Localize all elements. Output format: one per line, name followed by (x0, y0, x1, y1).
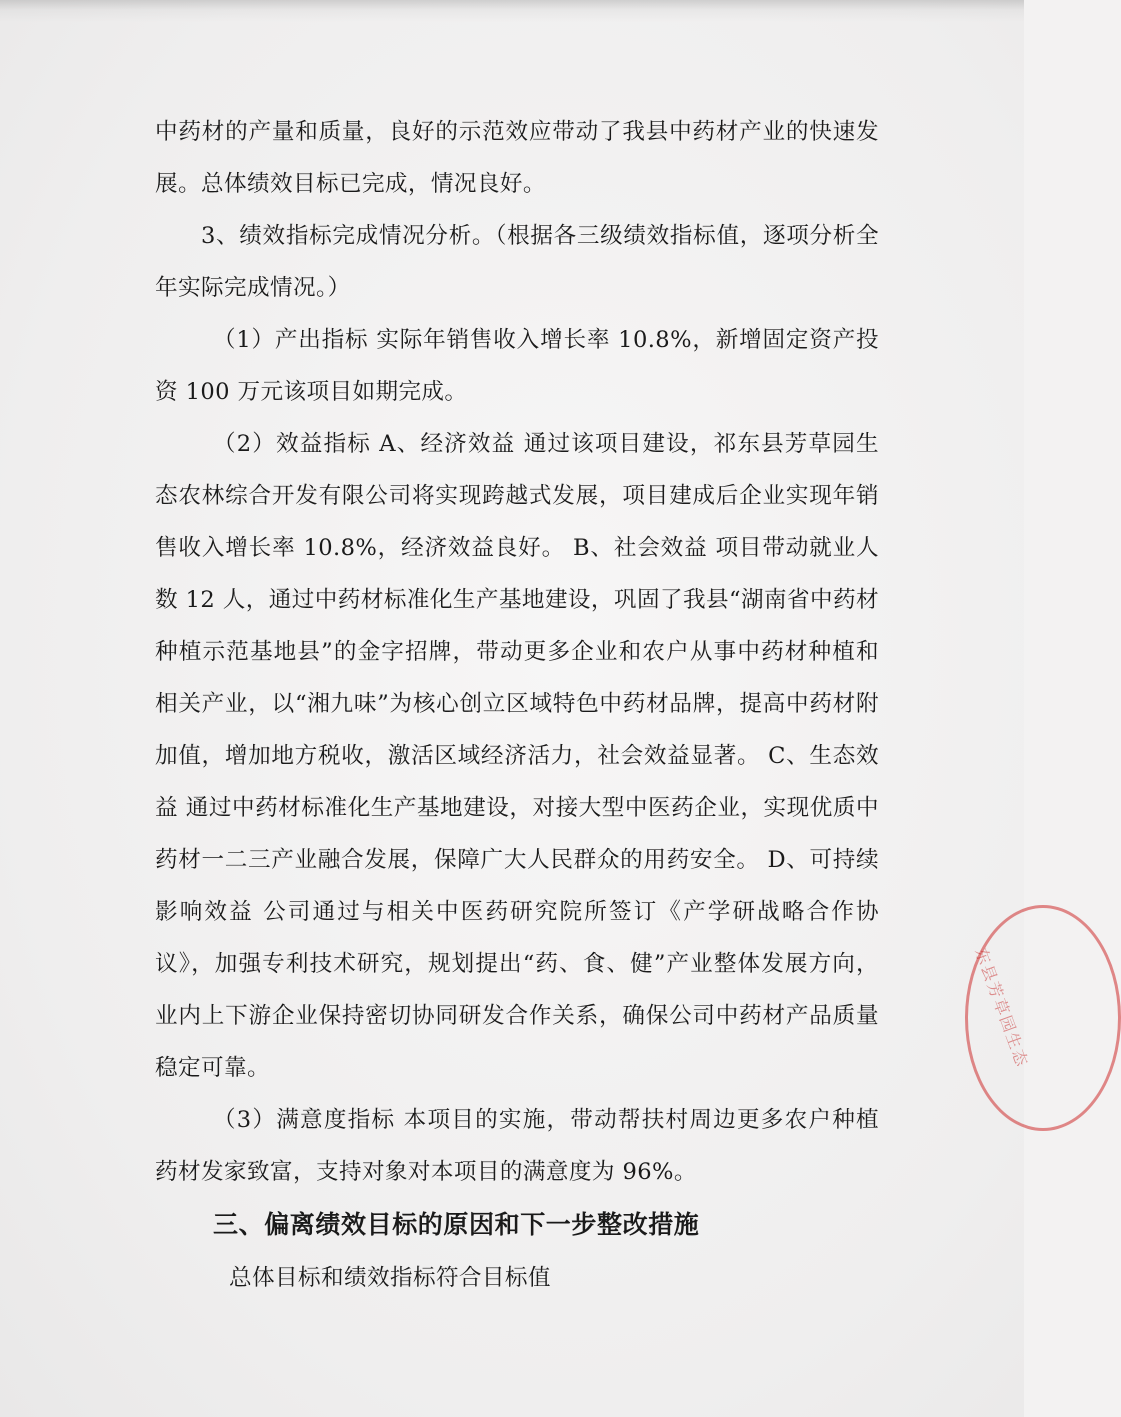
section-heading: 三、偏离绩效目标的原因和下一步整改措施 (213, 1210, 700, 1239)
paragraph-indicator-analysis: 3、绩效指标完成情况分析。（根据各三级绩效指标值，逐项分析全年实际完成情况。） (155, 223, 879, 301)
paragraph-intro: 中药材的产量和质量，良好的示范效应带动了我县中药材产业的快速发展。总体绩效目标已完成，情况良好。 (155, 119, 879, 197)
paragraph-satisfaction-indicator: （3）满意度指标 本项目的实施，带动帮扶村周边更多农户种植药材发家致富，支持对象对本项目的满意度为 96%。 (155, 1107, 879, 1185)
paragraph-output-indicator: （1）产出指标 实际年销售收入增长率 10.8%，新增固定资产投资 100 万元该项目如期完成。 (155, 327, 879, 405)
paragraph-conclusion: 总体目标和绩效指标符合目标值 (229, 1265, 551, 1291)
document-body (155, 106, 879, 1304)
red-seal-stamp (965, 905, 1121, 1131)
paragraph-benefit-indicator: （2）效益指标 A、经济效益 通过该项目建设，祁东县芳草园生态农林综合开发有限公司将实现跨越式发展，项目建成后企业实现年销售收入增长率 10.8%，经济效益良好。 B、社会效益 项目带动就业人数 12 人，通过中药材标准化生产基地建设，巩固了我县“湖南省中药材种植示范基地县”的金字招牌，带动更多企业和农户从事中药材种植和相关产业，以“湘九味”为核心创立区域特色中药材品牌，提高中药材附加值，增加地方税收，激活区域经济活力，社会效益显著。 C、生态效益 通过中药材标准化生产基地建设，对接大型中医药企业，实现优质中药材一二三产业融合发展，保障广大人民群众的用药安全。 D、可持续影响效益 公司通过与相关中医药研究院所签订《产学研战略合作协议》，加强专利技术研究，规划提出“药、食、健”产业整体发展方向，业内上下游企业保持密切协同研发合作关系，确保公司中药材产品质量稳定可靠。 (155, 431, 879, 1081)
seal-stamp-text: 东县芳草园生态 (971, 945, 1033, 1071)
